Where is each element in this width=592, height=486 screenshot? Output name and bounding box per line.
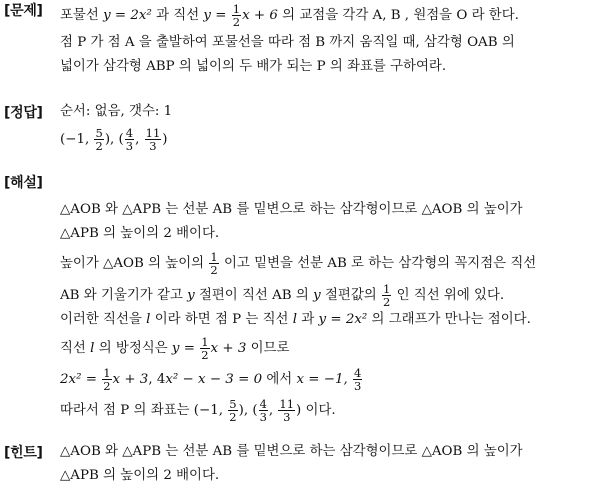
problem-line-1 (60, 3, 586, 28)
answer-line-1: 순서: 없음, 갯수: 1 (60, 104, 173, 119)
fraction-1-2: $\frac{1}{2}$ (201, 335, 209, 362)
problem-line-2: 점 P 가 점 A 을 출발하여 포물선을 따라 점 B 까지 움직일 때, 삼각형 OAB 의 (60, 35, 515, 50)
parabola-eq: y = 2x² (103, 8, 152, 23)
hint-tag: [힌트] (4, 445, 43, 461)
fraction-1-2: $\frac{1}{2}$ (232, 2, 241, 29)
fraction-5-2: $\frac{5}{2}$ (95, 126, 103, 153)
explanation-tag: [해설] (4, 175, 43, 191)
fraction-4-3: $\frac{4}{3}$ (354, 366, 362, 393)
problem-text: 의 교점을 각각 A, B , 원점을 O 라 한다. (282, 8, 519, 23)
fraction-11-3: $\frac{11}{3}$ (279, 397, 295, 424)
problem-text: 포물선 (60, 8, 99, 23)
problem-line-3: 넓이가 삼각형 ABP 의 넓이의 두 배가 되는 P 의 좌표를 구하여라. (60, 59, 447, 74)
fraction-4-3: $\frac{4}{3}$ (259, 397, 267, 424)
explanation-line-2: △APB 의 높이의 2 배이다. (60, 226, 220, 241)
fraction-1-2: $\frac{1}{2}$ (382, 282, 391, 309)
answer-line-2: (−1, $\frac{5}{2}$ ), ( $\frac{4}{3}$ , $\frac{11}{3}$ ) (60, 126, 168, 153)
fraction-4-3: $\frac{4}{3}$ (125, 126, 134, 153)
hint-line-1: △AOB 와 △APB 는 선분 AB 를 밑변으로 하는 삼각형이므로 △AOB 의 높이가 (60, 444, 523, 459)
explanation-line-7: 2x² = $\frac{1}{2}$ x + 3, 4x² − x − 3 = 0 에서 x = −1, $\frac{4}{3}$ (60, 366, 362, 393)
answer-tag: [정답] (4, 105, 43, 121)
explanation-line-6: 직선 l 의 방정식은 y = $\frac{1}{2}$ x + 3 이므로 (60, 335, 290, 362)
explanation-line-1: △AOB 와 △APB 는 선분 AB 를 밑변으로 하는 삼각형이므로 △AOB 의 높이가 (60, 202, 523, 217)
line-eq-rhs: x + 6 (242, 8, 278, 23)
fraction-1-2: $\frac{1}{2}$ (210, 250, 218, 277)
explanation-line-5: 이러한 직선을 l 이라 하면 점 P 는 직선 l 과 y = 2x² 의 그래프가 만나는 점이다. (60, 312, 531, 327)
problem-text: 과 직선 (156, 8, 200, 23)
explanation-line-8: 따라서 점 P 의 좌표는 (−1, $\frac{5}{2}$ ), ( $\frac{4}{3}$ , $\frac{11}{3}$ ) 이다. (60, 397, 336, 424)
fraction-5-2: $\frac{5}{2}$ (229, 397, 237, 424)
explanation-line-4: AB 와 기울기가 같고 y 절편이 직선 AB 의 y 절편값의 $\frac{1}{2}$ 인 직선 위에 있다. (60, 282, 505, 309)
explanation-line-3: 높이가 △AOB 의 높이의 $\frac{1}{2}$ 이고 밑변을 선분 AB 로 하는 삼각형의 꼭지점은 직선 (60, 250, 537, 277)
fraction-1-2: $\frac{1}{2}$ (103, 366, 111, 393)
hint-line-2: △APB 의 높이의 2 배이다. (60, 468, 220, 483)
problem-tag: [문제] (4, 3, 43, 19)
fraction-11-3: $\frac{11}{3}$ (145, 126, 161, 153)
line-eq-lhs: y = (203, 8, 231, 23)
